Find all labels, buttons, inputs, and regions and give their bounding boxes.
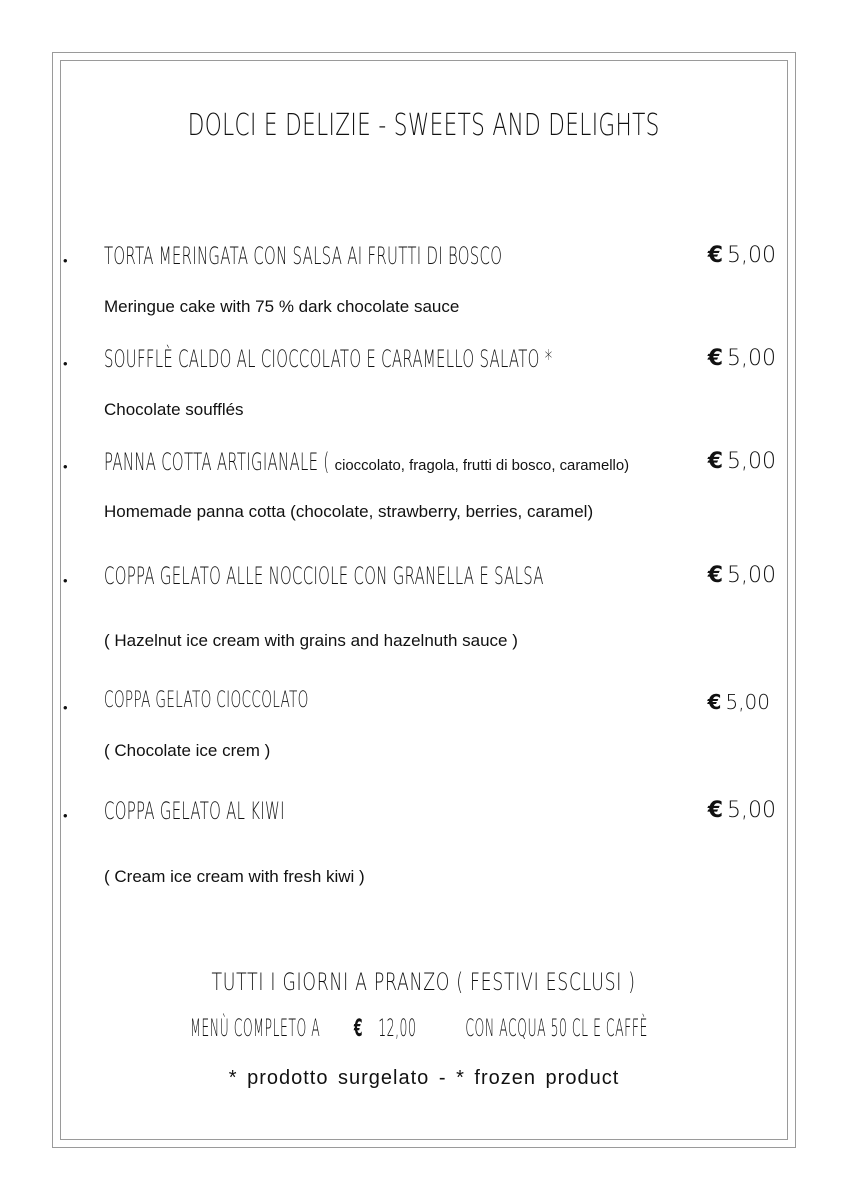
item-name: [104, 448, 629, 476]
item-price-value: 5,00: [727, 243, 776, 268]
item-name-text: PANNA COTTA ARTIGIANALE (: [104, 448, 330, 476]
item-price: [708, 245, 776, 267]
item-price: [708, 565, 776, 587]
euro-sign: €: [707, 690, 722, 714]
item-description: ( Cream ice cream with fresh kiwi ): [104, 867, 365, 886]
menu-title: [0, 108, 848, 143]
item-price: [708, 451, 776, 473]
footer-line-1-text: TUTTI I GIORNI A PRANZO ( FESTIVI ESCLUSI ): [211, 968, 637, 996]
item-name: COPPA GELATO AL KIWI: [104, 797, 285, 825]
euro-sign: €: [707, 449, 724, 474]
item-price-value: 5,00: [725, 690, 770, 714]
item-price-value: 5,00: [727, 346, 776, 371]
item-name-note: cioccolato, fragola, frutti di bosco, caramello): [334, 457, 629, 474]
euro-sign: €: [707, 243, 724, 268]
bullet-icon: •: [63, 459, 68, 474]
footer-line-2-text: [165, 1014, 684, 1042]
euro-sign: €: [707, 346, 724, 371]
euro-sign: €: [707, 563, 724, 588]
bullet-icon: •: [63, 253, 68, 268]
item-description: ( Chocolate ice crem ): [104, 741, 271, 760]
footer-line-1: [0, 968, 848, 996]
bullet-icon: •: [63, 700, 68, 715]
footer-menu-detail: CON ACQUA 50 CL E CAFFÈ: [465, 1014, 648, 1042]
menu-title-text: DOLCI E DELIZIE - SWEETS AND DELIGHTS: [188, 108, 660, 143]
euro-sign: €: [707, 798, 724, 823]
item-description: Chocolate soufflés: [104, 400, 244, 419]
item-description: ( Hazelnut ice cream with grains and hazelnuth sauce ): [104, 631, 518, 650]
item-name: TORTA MERINGATA CON SALSA AI FRUTTI DI BOSCO: [104, 242, 503, 270]
footer-menu-price: 12,00: [377, 1014, 417, 1042]
item-name: COPPA GELATO ALLE NOCCIOLE CON GRANELLA E SALSA: [104, 562, 544, 590]
item-description: Meringue cake with 75 % dark chocolate sauce: [104, 297, 460, 316]
bullet-icon: •: [63, 356, 68, 371]
item-description: Homemade panna cotta (chocolate, strawberry, berries, caramel): [104, 502, 594, 521]
item-name: COPPA GELATO CIOCCOLATO: [104, 688, 309, 713]
footnote-frozen: * prodotto surgelato - * frozen product: [228, 1067, 620, 1089]
item-name: SOUFFLÈ CALDO AL CIOCCOLATO E CARAMELLO SALATO *: [104, 345, 553, 373]
item-price-value: 5,00: [727, 449, 776, 474]
item-price: [708, 800, 776, 822]
bullet-icon: •: [63, 573, 68, 588]
footer-line-2: [0, 1014, 848, 1042]
item-price: [708, 348, 776, 370]
euro-sign: €: [353, 1014, 363, 1042]
footer-menu-label: MENÙ COMPLETO A: [189, 1014, 321, 1042]
item-price-value: 5,00: [727, 798, 776, 823]
item-price: [708, 692, 770, 712]
item-price-value: 5,00: [727, 563, 776, 588]
bullet-icon: •: [63, 808, 68, 823]
